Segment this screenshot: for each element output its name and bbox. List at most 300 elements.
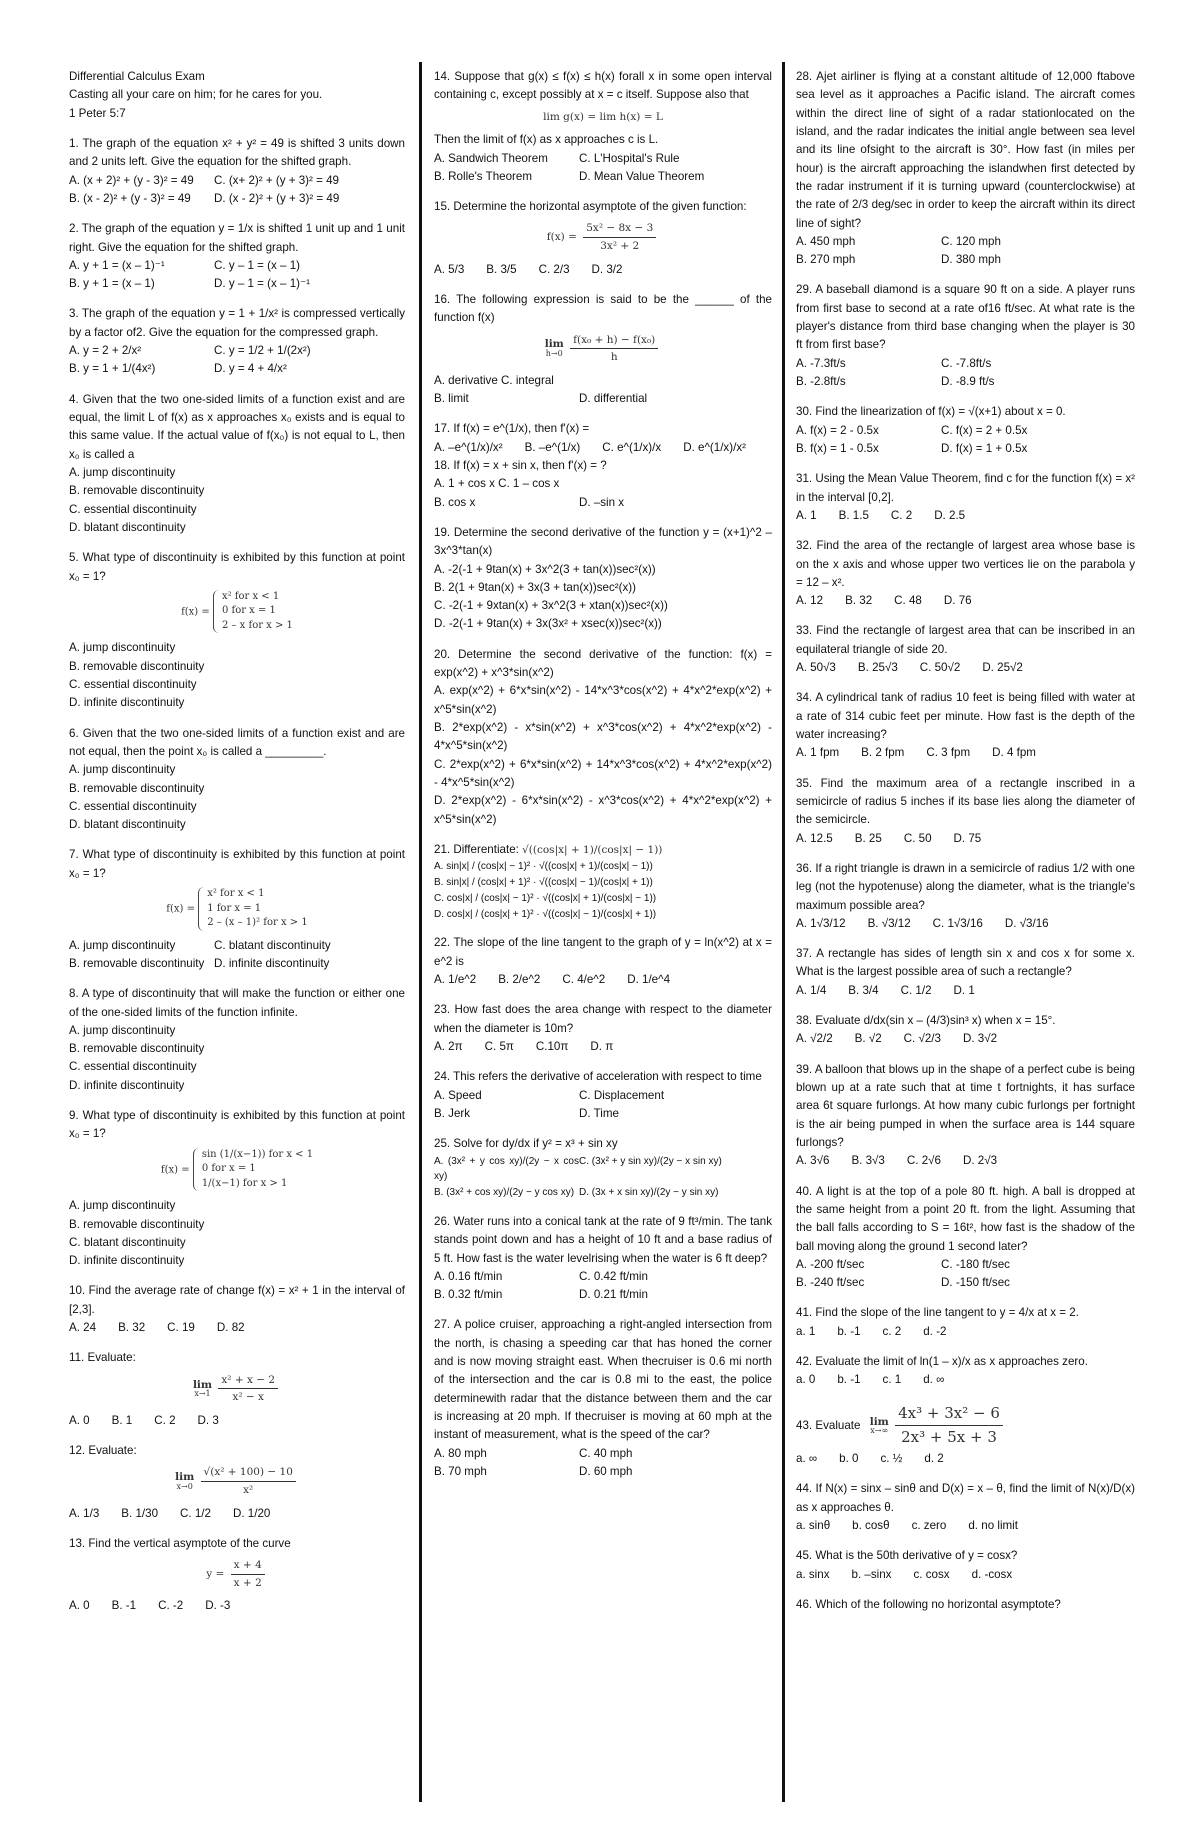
option-c[interactable]: C. (x+ 2)² + (y + 3)² = 49 bbox=[214, 173, 339, 187]
question-38 bbox=[796, 1012, 1135, 1049]
option-a[interactable]: A. derivative C. integral bbox=[434, 373, 554, 387]
option-d[interactable]: D. 75 bbox=[953, 831, 982, 845]
option-b[interactable]: B. 70 mph bbox=[434, 1464, 487, 1478]
option-d[interactable]: D. Mean Value Theorem bbox=[579, 169, 705, 183]
option-c[interactable]: C. 2/3 bbox=[538, 262, 570, 276]
option-c[interactable]: C. 1√3/16 bbox=[932, 916, 983, 930]
option-d[interactable]: D. 380 mph bbox=[941, 253, 1001, 267]
option-b[interactable]: B. 2/e^2 bbox=[498, 973, 541, 987]
question-stem: 24. This refers the derivative of acceleration with respect to time bbox=[434, 1070, 762, 1084]
option-c[interactable]: C.10π bbox=[535, 1039, 569, 1053]
option-c[interactable]: C. -2 bbox=[158, 1599, 184, 1613]
option-a[interactable]: A. jump discontinuity bbox=[69, 1023, 176, 1037]
option-a[interactable]: a. sinθ bbox=[796, 1519, 831, 1532]
option-a[interactable]: A. jump discontinuity bbox=[69, 1199, 176, 1213]
option-b[interactable]: B. –e^(1/x) bbox=[524, 440, 581, 454]
question-stem: 1. The graph of the equation x² + y² = 49 is shifted 3 units down and 2 units left. Give the equation for the shifted graph. bbox=[69, 136, 405, 169]
question-31 bbox=[796, 470, 1135, 525]
option-a[interactable]: A. 50√3 bbox=[796, 661, 836, 675]
option-d[interactable]: D. 1/e^4 bbox=[627, 973, 671, 987]
option-b[interactable]: B. (3x² + cos xy)/(2y − y cos xy) bbox=[434, 1187, 575, 1199]
question-stem: 6. Given that the two one-sided limits of a function exist and are not equal, then the point x₀ is called a _________. bbox=[69, 726, 405, 758]
option-d[interactable]: D. 4 fpm bbox=[992, 746, 1036, 760]
option-b[interactable]: B. 1 bbox=[111, 1413, 133, 1427]
option-c[interactable]: C. 1/2 bbox=[180, 1506, 211, 1520]
question-14 bbox=[434, 68, 772, 186]
exam-title: Differential Calculus Exam bbox=[69, 70, 205, 83]
option-c[interactable]: C. 1/2 bbox=[900, 983, 932, 997]
option-b[interactable]: B. 1/30 bbox=[121, 1506, 159, 1520]
option-b[interactable]: B. 2 fpm bbox=[861, 746, 905, 760]
option-b[interactable]: B. (x - 2)² + (y - 3)² = 49 bbox=[69, 191, 191, 205]
option-b[interactable]: B. removable discontinuity bbox=[69, 1042, 205, 1056]
question-stem: 41. Find the slope of the line tangent to y = 4/x at x = 2. bbox=[796, 1306, 1079, 1320]
answer-options bbox=[796, 507, 1135, 525]
option-c[interactable]: C. e^(1/x)/x bbox=[602, 440, 662, 454]
question-8 bbox=[69, 985, 405, 1095]
option-d[interactable]: d. no limit bbox=[968, 1519, 1018, 1532]
option-c[interactable]: C. Displacement bbox=[579, 1088, 665, 1102]
option-c[interactable]: C. 2√6 bbox=[906, 1154, 941, 1168]
option-d[interactable]: D. 0.21 ft/min bbox=[579, 1288, 648, 1302]
question-stem: 32. Find the area of the rectangle of largest area whose base is on the x axis and whose upper two vertices lie on the parabola y = 12 – x². bbox=[796, 539, 1135, 589]
answer-options bbox=[69, 1022, 405, 1095]
option-d[interactable]: D. -8.9 ft/s bbox=[941, 375, 995, 388]
question-34 bbox=[796, 689, 1135, 762]
option-a[interactable]: A. 3√6 bbox=[796, 1154, 830, 1168]
option-c[interactable]: C. 3 fpm bbox=[926, 746, 971, 760]
option-d[interactable]: D. 2√3 bbox=[962, 1154, 998, 1168]
option-d[interactable]: D. 1/20 bbox=[232, 1506, 271, 1520]
question-stem: 44. If N(x) = sinx – sinθ and D(x) = x – θ, find the limit of N(x)/D(x) as x approaches θ. bbox=[796, 1482, 1135, 1514]
question-30 bbox=[796, 403, 1135, 458]
question-stem: 23. How fast does the area change with respect to the diameter when the diameter is 10m? bbox=[434, 1003, 772, 1035]
option-d[interactable]: D. 2.5 bbox=[934, 508, 966, 522]
option-a[interactable]: A. f(x) = 2 - 0.5x bbox=[796, 423, 879, 437]
option-a[interactable]: a. 0 bbox=[796, 1373, 816, 1387]
option-b[interactable]: b. -1 bbox=[837, 1324, 861, 1338]
option-d[interactable]: D. f(x) = 1 + 0.5x bbox=[941, 441, 1028, 455]
option-a[interactable]: A. (x + 2)² + (y - 3)² = 49 bbox=[69, 173, 194, 187]
option-c[interactable]: C. 120 mph bbox=[941, 234, 1001, 248]
option-b[interactable]: B. 3√3 bbox=[851, 1154, 885, 1168]
limit-formula: lim h→0 $\frac{\text{f(x₀ + h) − f(x₀)}}{h}$ bbox=[434, 332, 772, 366]
option-b[interactable]: B. y + 1 = (x – 1) bbox=[69, 277, 155, 291]
answer-options bbox=[434, 1087, 772, 1124]
option-b[interactable]: B. cos x bbox=[434, 495, 476, 509]
option-a[interactable]: A. jump discontinuity bbox=[69, 465, 176, 479]
option-a[interactable]: A. 1 bbox=[796, 508, 817, 522]
limit-formula: lim x→∞ $\frac{\text{4x³ + 3x² − 6}}{\text{2x³ + 5x + 3}}$ bbox=[870, 1402, 1006, 1450]
option-a[interactable]: A. 1/4 bbox=[796, 983, 827, 997]
option-d[interactable]: D. differential bbox=[579, 392, 648, 406]
question-16 bbox=[434, 291, 772, 408]
answer-options bbox=[796, 915, 1135, 933]
option-c[interactable]: c. 2 bbox=[882, 1324, 902, 1338]
column-3 bbox=[796, 68, 1135, 1626]
option-d[interactable]: D. 1 bbox=[953, 983, 975, 997]
option-a[interactable]: A. (3x² + y cos xy)/(2y − x cos xy) bbox=[434, 1155, 579, 1183]
piecewise-formula: f(x) = sin (1/(x−1)) for x < 1 0 for x = 1 1/(x−1) for x > 1 bbox=[69, 1148, 405, 1192]
question-stem: 38. Evaluate d/dx(sin x – (4/3)sin³ x) when x = 15°. bbox=[796, 1014, 1056, 1028]
answer-options bbox=[69, 1319, 405, 1337]
option-b[interactable]: B. 32 bbox=[118, 1321, 146, 1335]
option-c[interactable]: C. 0.42 ft/min bbox=[579, 1269, 648, 1283]
option-d[interactable]: D. -150 ft/sec bbox=[941, 1276, 1010, 1290]
question-37 bbox=[796, 945, 1135, 1000]
answer-options bbox=[434, 372, 772, 409]
option-a[interactable]: A. y = 2 + 2/x² bbox=[69, 344, 142, 358]
answer-options bbox=[796, 1323, 1135, 1341]
question-stem: 10. Find the average rate of change f(x) = x² + 1 in the interval of [2,3]. bbox=[69, 1284, 405, 1316]
question-stem: 26. Water runs into a conical tank at the rate of 9 ft³/min. The tank stands point down and has a height of 10 ft and a base radius of 5 ft. How fast is the water levelrising when the water is 6 ft deep? bbox=[434, 1214, 772, 1265]
question-stem: 5. What type of discontinuity is exhibited by this function at point x₀ = 1? bbox=[69, 551, 405, 583]
option-b[interactable]: B. Jerk bbox=[434, 1106, 471, 1120]
question-stem: 46. Which of the following no horizontal asymptote? bbox=[796, 1597, 1061, 1611]
answer-options bbox=[69, 464, 405, 537]
question-stem: 40. A light is at the top of a pole 80 ft. high. A ball is dropped at the same height from a point 20 ft. from the light. Assuming that the ball falls according to S = 16t², how fast is the shadow of the ball moving along the ground 1 second later? bbox=[796, 1184, 1135, 1253]
option-d[interactable]: D. 3/2 bbox=[591, 262, 623, 276]
question-continuation: Then the limit of f(x) as x approaches c is L. bbox=[434, 133, 659, 147]
option-d[interactable]: D. infinite discontinuity bbox=[214, 956, 330, 970]
option-a[interactable]: A. 0 bbox=[69, 1599, 90, 1613]
option-a[interactable]: a. sinx bbox=[796, 1567, 830, 1581]
answer-options bbox=[69, 257, 405, 294]
option-c[interactable]: C. essential discontinuity bbox=[69, 677, 197, 691]
question-stem: 9. What type of discontinuity is exhibited by this function at point x₀ = 1? bbox=[69, 1109, 405, 1141]
question-46 bbox=[796, 1596, 1135, 1614]
answer-options bbox=[69, 172, 405, 209]
option-a[interactable]: a. 1 bbox=[796, 1324, 816, 1338]
option-c[interactable]: C. cos|x| / (cos|x| − 1)² · √((cos|x| + 1)/(cos|x| − 1)) bbox=[434, 892, 657, 904]
option-d[interactable]: D. -2(-1 + 9tan(x) + 3x(3x² + xsec(x))sec²(x)) bbox=[434, 617, 662, 631]
answer-options bbox=[434, 971, 772, 989]
option-b[interactable]: b. 0 bbox=[839, 1452, 859, 1466]
option-a[interactable]: A. 1/e^2 bbox=[434, 973, 477, 987]
option-c[interactable]: C. 4/e^2 bbox=[562, 973, 606, 987]
option-c[interactable]: c. cosx bbox=[913, 1567, 950, 1581]
option-b[interactable]: B. y = 1 + 1/(4x²) bbox=[69, 362, 156, 376]
answer-options bbox=[796, 1256, 1135, 1293]
option-d[interactable]: D. –sin x bbox=[579, 495, 625, 509]
option-a[interactable]: A. 2π bbox=[434, 1039, 463, 1053]
question-4 bbox=[69, 391, 405, 538]
option-d[interactable]: D. Time bbox=[579, 1106, 619, 1120]
question-stem: 30. Find the linearization of f(x) = √(x+1) about x = 0. bbox=[796, 405, 1066, 419]
option-b[interactable]: B. 0.32 ft/min bbox=[434, 1288, 503, 1302]
exam-header bbox=[69, 68, 405, 123]
option-d[interactable]: D. y – 1 = (x – 1)⁻¹ bbox=[214, 277, 310, 291]
option-a[interactable]: A. 5/3 bbox=[434, 262, 465, 276]
question-stem: 18. If f(x) = x + sin x, then f'(x) = ? bbox=[434, 458, 607, 472]
option-a[interactable]: A. 1 + cos x C. 1 – cos x bbox=[434, 477, 560, 491]
answer-options bbox=[434, 859, 772, 922]
question-stem: 45. What is the 50th derivative of y = cosx? bbox=[796, 1549, 1018, 1563]
option-c[interactable]: C. blatant discontinuity bbox=[69, 1235, 186, 1249]
option-c[interactable]: C. 2 bbox=[890, 508, 913, 522]
option-d[interactable]: D. cos|x| / (cos|x| + 1)² · √((cos|x| − 1)/(cos|x| + 1)) bbox=[434, 908, 657, 920]
option-a[interactable]: A. jump discontinuity bbox=[69, 641, 176, 655]
question-26 bbox=[434, 1213, 772, 1305]
option-b[interactable]: B. √3/12 bbox=[867, 916, 911, 930]
answer-options bbox=[434, 1154, 772, 1201]
option-a[interactable]: A. -2(-1 + 9tan(x) + 3x^2(3 + tan(x))sec²(x)) bbox=[434, 562, 656, 576]
option-c[interactable]: C. y – 1 = (x – 1) bbox=[214, 258, 301, 272]
question-2 bbox=[69, 220, 405, 293]
option-b[interactable]: B. 270 mph bbox=[796, 253, 856, 267]
piecewise-formula: f(x) = x² for x < 1 1 for x = 1 2 – (x – 1)² for x > 1 bbox=[69, 887, 405, 931]
option-a[interactable]: A. 450 mph bbox=[796, 234, 856, 248]
option-a[interactable]: A. 80 mph bbox=[434, 1446, 487, 1460]
option-b[interactable]: C. 5π bbox=[484, 1039, 514, 1053]
option-c[interactable]: C. essential discontinuity bbox=[69, 502, 197, 516]
option-d[interactable]: D. π bbox=[590, 1039, 614, 1053]
question-32 bbox=[796, 537, 1135, 610]
option-d[interactable]: D. infinite discontinuity bbox=[69, 1078, 185, 1092]
option-b[interactable]: b. cosθ bbox=[852, 1519, 890, 1532]
option-a[interactable]: A. –e^(1/x)/x² bbox=[434, 440, 503, 454]
option-c[interactable]: C. √2/3 bbox=[903, 1032, 941, 1046]
option-c[interactable]: c. ½ bbox=[880, 1452, 903, 1466]
question-1 bbox=[69, 135, 405, 208]
option-b[interactable]: B. -1 bbox=[111, 1599, 137, 1613]
answer-options bbox=[434, 682, 772, 829]
question-17 bbox=[434, 420, 772, 457]
answer-options bbox=[69, 342, 405, 379]
option-c[interactable]: C. -7.8ft/s bbox=[941, 356, 992, 370]
option-d[interactable]: D. blatant discontinuity bbox=[69, 520, 186, 534]
option-d[interactable]: D. 3√2 bbox=[962, 1032, 998, 1046]
question-stem: 34. A cylindrical tank of radius 10 feet is being filled with water at a rate of 314 cubic feet per minute. How fast is the depth of the water increasing? bbox=[796, 691, 1135, 741]
option-d[interactable]: D. infinite discontinuity bbox=[69, 1254, 185, 1268]
question-stem: 29. A baseball diamond is a square 90 ft on a side. A player runs from first base to second at a rate of16 ft/sec. At what rate is the player's distance from third base changing when the player is 30 ft from first base? bbox=[796, 283, 1135, 352]
option-b[interactable]: B. 25√3 bbox=[857, 661, 898, 675]
option-b[interactable]: B. 25 bbox=[854, 831, 882, 845]
limit-formula: lim g(x) = lim h(x) = L bbox=[543, 110, 663, 123]
option-d[interactable]: D. (3x + x sin xy)/(2y − y sin xy) bbox=[579, 1187, 719, 1199]
option-a[interactable]: A. -200 ft/sec bbox=[796, 1257, 865, 1271]
option-b[interactable]: B. 3/5 bbox=[486, 262, 517, 276]
option-d[interactable]: D. infinite discontinuity bbox=[69, 696, 185, 710]
option-a[interactable]: A. sin|x| / (cos|x| − 1)² · √((cos|x| + 1)/(cos|x| − 1)) bbox=[434, 861, 653, 873]
question-41 bbox=[796, 1304, 1135, 1341]
question-23 bbox=[434, 1001, 772, 1056]
option-c[interactable]: C. f(x) = 2 + 0.5x bbox=[941, 423, 1028, 437]
question-35 bbox=[796, 775, 1135, 848]
question-stem: 21. Differentiate: √((cos|x| + 1)/(cos|x| − 1)) bbox=[434, 842, 663, 856]
question-3 bbox=[69, 305, 405, 378]
option-b[interactable]: B. 32 bbox=[845, 594, 873, 608]
option-b[interactable]: b. –sinx bbox=[851, 1567, 892, 1581]
option-a[interactable]: A. -7.3ft/s bbox=[796, 356, 846, 370]
question-12 bbox=[69, 1442, 405, 1523]
option-d[interactable]: D. 76 bbox=[943, 594, 972, 608]
answer-options bbox=[796, 830, 1135, 848]
answer-options bbox=[434, 561, 772, 634]
option-c[interactable]: C. 48 bbox=[894, 594, 922, 608]
option-c[interactable]: C. -180 ft/sec bbox=[941, 1257, 1010, 1271]
answer-options bbox=[796, 1517, 1135, 1535]
option-a[interactable]: A. √2/2 bbox=[796, 1032, 833, 1046]
option-c[interactable]: C. 2 bbox=[154, 1413, 176, 1427]
option-c[interactable]: C. 50 bbox=[903, 831, 932, 845]
answer-options bbox=[69, 1197, 405, 1270]
option-d[interactable]: D. 3 bbox=[197, 1413, 219, 1427]
question-stem: 31. Using the Mean Value Theorem, find c for the function f(x) = x² in the interval [0,2]. bbox=[796, 472, 1135, 504]
option-b[interactable]: B. √2 bbox=[854, 1032, 882, 1046]
option-c[interactable]: C. essential discontinuity bbox=[69, 1060, 197, 1074]
option-a[interactable]: A. 24 bbox=[69, 1321, 97, 1335]
answer-options bbox=[796, 1152, 1135, 1170]
answer-options bbox=[434, 475, 772, 512]
option-d[interactable]: D. √3/16 bbox=[1004, 916, 1049, 930]
option-a[interactable]: A. exp(x^2) + 6*x*sin(x^2) - 14*x^3*cos(x^2) + 4*x^2*exp(x^2) + x^5*sin(x^2) bbox=[434, 684, 772, 716]
option-d[interactable]: D. blatant discontinuity bbox=[69, 818, 186, 832]
curve-formula: y = $\frac{x + 4}{x + 2}$ bbox=[69, 1557, 405, 1591]
answer-options bbox=[796, 233, 1135, 270]
option-d[interactable]: D. 82 bbox=[216, 1321, 245, 1335]
option-d[interactable]: D. 25√2 bbox=[982, 661, 1023, 675]
option-b[interactable]: B. f(x) = 1 - 0.5x bbox=[796, 441, 879, 455]
answer-options bbox=[796, 355, 1135, 392]
limit-formula: lim x→0 $\frac{\text{√(x² + 100) − 10}}{\text{x²}}$ bbox=[69, 1464, 405, 1498]
option-c[interactable]: c. 1 bbox=[882, 1373, 902, 1387]
option-d[interactable]: D. (x - 2)² + (y + 3)² = 49 bbox=[214, 191, 340, 205]
limit-formula: lim x→1 $\frac{\text{x² + x − 2}}{\text{x² − x}}$ bbox=[69, 1372, 405, 1406]
option-c[interactable]: C. 40 mph bbox=[579, 1446, 633, 1460]
answer-options bbox=[796, 592, 1135, 610]
option-b[interactable]: B. limit bbox=[434, 392, 469, 406]
option-a[interactable]: A. jump discontinuity bbox=[69, 763, 176, 777]
option-c[interactable]: C. blatant discontinuity bbox=[214, 938, 331, 952]
option-a[interactable]: A. 12 bbox=[796, 594, 824, 608]
question-stem: 42. Evaluate the limit of ln(1 – x)/x as x approaches zero. bbox=[796, 1355, 1088, 1369]
option-b[interactable]: B. removable discontinuity bbox=[69, 1217, 205, 1231]
option-b[interactable]: B. removable discontinuity bbox=[69, 484, 205, 498]
option-d[interactable]: d. -2 bbox=[923, 1324, 947, 1338]
option-c[interactable]: C. essential discontinuity bbox=[69, 799, 197, 813]
answer-options bbox=[69, 1505, 405, 1523]
question-stem: 2. The graph of the equation y = 1/x is shifted 1 unit up and 1 unit right. Give the equation for the shifted graph. bbox=[69, 222, 405, 254]
option-a[interactable]: A. 1 fpm bbox=[796, 746, 840, 760]
question-28 bbox=[796, 68, 1135, 269]
option-c[interactable]: C. -2(-1 + 9xtan(x) + 3x^2(3 + xtan(x))sec²(x)) bbox=[434, 599, 668, 613]
question-stem: 27. A police cruiser, approaching a right-angled intersection from the north, is chasing a speeding car that has honed the corner and is now moving straight east. When thecruiser is 0.6 mi north of the intersection and the car is 0.8 mi to the east, the police determinewith radar that the distance between them and the car is increasing at 20 mph. If thecruiser is moving at 60 mph at the instant of measurement, what is the speed of the car? bbox=[434, 1318, 772, 1442]
option-a[interactable]: a. ∞ bbox=[796, 1452, 818, 1466]
option-c[interactable]: c. zero bbox=[911, 1519, 947, 1532]
answer-options bbox=[434, 1445, 772, 1482]
question-stem: 22. The slope of the line tangent to the graph of y = ln(x^2) at x = e^2 is bbox=[434, 936, 772, 968]
option-d[interactable]: D. 2*exp(x^2) - 6*x*sin(x^2) - x^3*cos(x^2) + 4*x^2*exp(x^2) + x^5*sin(x^2) bbox=[434, 794, 772, 826]
answer-options bbox=[796, 1566, 1135, 1584]
question-stem: 28. Ajet airliner is flying at a constant altitude of 12,000 ftabove sea level as it approaches a Pacific island. The aircraft comes within the direct line of sight of a radar stationlocated on the island, and the radar indicates the initial angle between sea level and its line ofsight to the aircraft is 30°. How fast (in miles per hour) is the aircraft approaching the islandwhen first detected by the radar instrument if it is turning upward (counterclockwise) at the rate of 2/3 deg/sec in order to keep the aircraft within its direct line of sight? bbox=[796, 70, 1135, 230]
answer-options bbox=[69, 1597, 405, 1615]
option-d[interactable]: D. -3 bbox=[205, 1599, 231, 1613]
answer-options bbox=[434, 1038, 772, 1056]
option-a[interactable]: A. Sandwich Theorem bbox=[434, 151, 548, 165]
question-15 bbox=[434, 198, 772, 279]
question-stem: 3. The graph of the equation y = 1 + 1/x² is compressed vertically by a factor of2. Give the equation for the compressed graph. bbox=[69, 307, 405, 339]
option-c[interactable]: C. 2*exp(x^2) + 6*x*sin(x^2) + 14*x^3*cos(x^2) + 4*x^2*exp(x^2) - 4*x^5*sin(x^2) bbox=[434, 757, 772, 789]
option-c[interactable]: C. L'Hospital's Rule bbox=[579, 151, 680, 165]
option-a[interactable]: A. 12.5 bbox=[796, 831, 833, 845]
option-d[interactable]: D. y = 4 + 4/x² bbox=[214, 362, 287, 376]
question-stem: 19. Determine the second derivative of the function y = (x+1)^2 – 3x^3*tan(x) bbox=[434, 525, 772, 558]
option-b[interactable]: B. -2.8ft/s bbox=[796, 375, 846, 388]
question-stem: 12. Evaluate: bbox=[69, 1444, 137, 1458]
option-b[interactable]: B. 2(1 + 9tan(x) + 3x(3 + tan(x))sec²(x)) bbox=[434, 580, 636, 594]
exam-verse-reference: 1 Peter 5:7 bbox=[69, 106, 126, 120]
option-a[interactable]: A. Speed bbox=[434, 1088, 482, 1102]
option-a[interactable]: A. 0.16 ft/min bbox=[434, 1269, 503, 1283]
option-d[interactable]: d. -cosx bbox=[971, 1567, 1013, 1581]
exam-verse: Casting all your care on him; for he cares for you. bbox=[69, 88, 323, 102]
option-d[interactable]: D. 60 mph bbox=[579, 1464, 633, 1478]
question-11 bbox=[69, 1349, 405, 1430]
question-24 bbox=[434, 1068, 772, 1123]
question-25 bbox=[434, 1135, 772, 1201]
option-b[interactable]: B. -240 ft/sec bbox=[796, 1276, 865, 1290]
radical-formula: √((cos|x| + 1)/(cos|x| − 1)) bbox=[522, 843, 663, 856]
question-stem: 33. Find the rectangle of largest area that can be inscribed in an equilateral triangle of side 20. bbox=[796, 624, 1135, 656]
option-a[interactable]: A. jump discontinuity bbox=[69, 938, 176, 952]
answer-options bbox=[69, 761, 405, 834]
option-b[interactable]: b. -1 bbox=[837, 1373, 861, 1387]
option-b[interactable]: B. 2*exp(x^2) - x*sin(x^2) + x^3*cos(x^2) + 4*x^2*exp(x^2) - 4*x^5*sin(x^2) bbox=[434, 721, 772, 753]
option-c[interactable]: C. (3x² + y sin xy)/(2y − x sin xy) bbox=[579, 1155, 722, 1167]
column-1 bbox=[69, 68, 405, 1628]
question-27 bbox=[434, 1316, 772, 1481]
answer-options bbox=[434, 439, 772, 457]
answer-options bbox=[69, 639, 405, 712]
option-c[interactable]: C. 19 bbox=[167, 1321, 195, 1335]
option-b[interactable]: B. removable discontinuity bbox=[69, 659, 205, 673]
option-b[interactable]: B. 3/4 bbox=[848, 983, 879, 997]
option-b[interactable]: B. Rolle's Theorem bbox=[434, 169, 533, 183]
answer-options bbox=[69, 937, 405, 974]
option-a[interactable]: A. 1√3/12 bbox=[796, 916, 846, 930]
question-10 bbox=[69, 1282, 405, 1337]
column-divider bbox=[419, 62, 422, 1802]
question-22 bbox=[434, 934, 772, 989]
piecewise-formula: f(x) = x² for x < 1 0 for x = 1 2 – x for x > 1 bbox=[69, 590, 405, 634]
option-b[interactable]: B. 1.5 bbox=[838, 508, 869, 522]
option-a[interactable]: A. 1/3 bbox=[69, 1506, 100, 1520]
answer-options bbox=[796, 1450, 1135, 1468]
question-9 bbox=[69, 1107, 405, 1270]
question-stem: 36. If a right triangle is drawn in a semicircle of radius 1/2 with one leg (not the hypotenuse) along the diameter, what is the triangle's maximum possible area? bbox=[796, 861, 1135, 912]
option-b[interactable]: B. sin|x| / (cos|x| + 1)² · √((cos|x| − 1)/(cos|x| + 1)) bbox=[434, 877, 653, 888]
option-d[interactable]: d. ∞ bbox=[923, 1373, 945, 1387]
question-40 bbox=[796, 1183, 1135, 1293]
option-c[interactable]: C. 50√2 bbox=[919, 661, 961, 675]
answer-options bbox=[434, 261, 772, 279]
answer-options bbox=[69, 1412, 405, 1430]
option-d[interactable]: D. e^(1/x)/x² bbox=[683, 440, 746, 454]
option-b[interactable]: B. removable discontinuity bbox=[69, 781, 205, 795]
option-b[interactable]: B. removable discontinuity bbox=[69, 956, 205, 970]
option-d[interactable]: d. 2 bbox=[924, 1452, 944, 1466]
option-a[interactable]: A. y + 1 = (x – 1)⁻¹ bbox=[69, 258, 165, 272]
question-stem: 15. Determine the horizontal asymptote of the given function: bbox=[434, 200, 747, 214]
answer-options bbox=[434, 1268, 772, 1305]
question-7 bbox=[69, 846, 405, 973]
answer-options bbox=[796, 1371, 1135, 1389]
question-stem: 4. Given that the two one-sided limits of a function exist and are equal, the limit L of f(x) as x approaches x₀ exists and is equal to this same value. If the actual value of f(x₀) is not equal to L, then x₀ is called a bbox=[69, 392, 405, 461]
function-formula: f(x) = $\frac{\text{5x² − 8x − 3}}{\text{3x² + 2}}$ bbox=[434, 220, 772, 254]
option-a[interactable]: A. 0 bbox=[69, 1413, 90, 1427]
option-c[interactable]: C. y = 1/2 + 1/(2x²) bbox=[214, 344, 311, 358]
